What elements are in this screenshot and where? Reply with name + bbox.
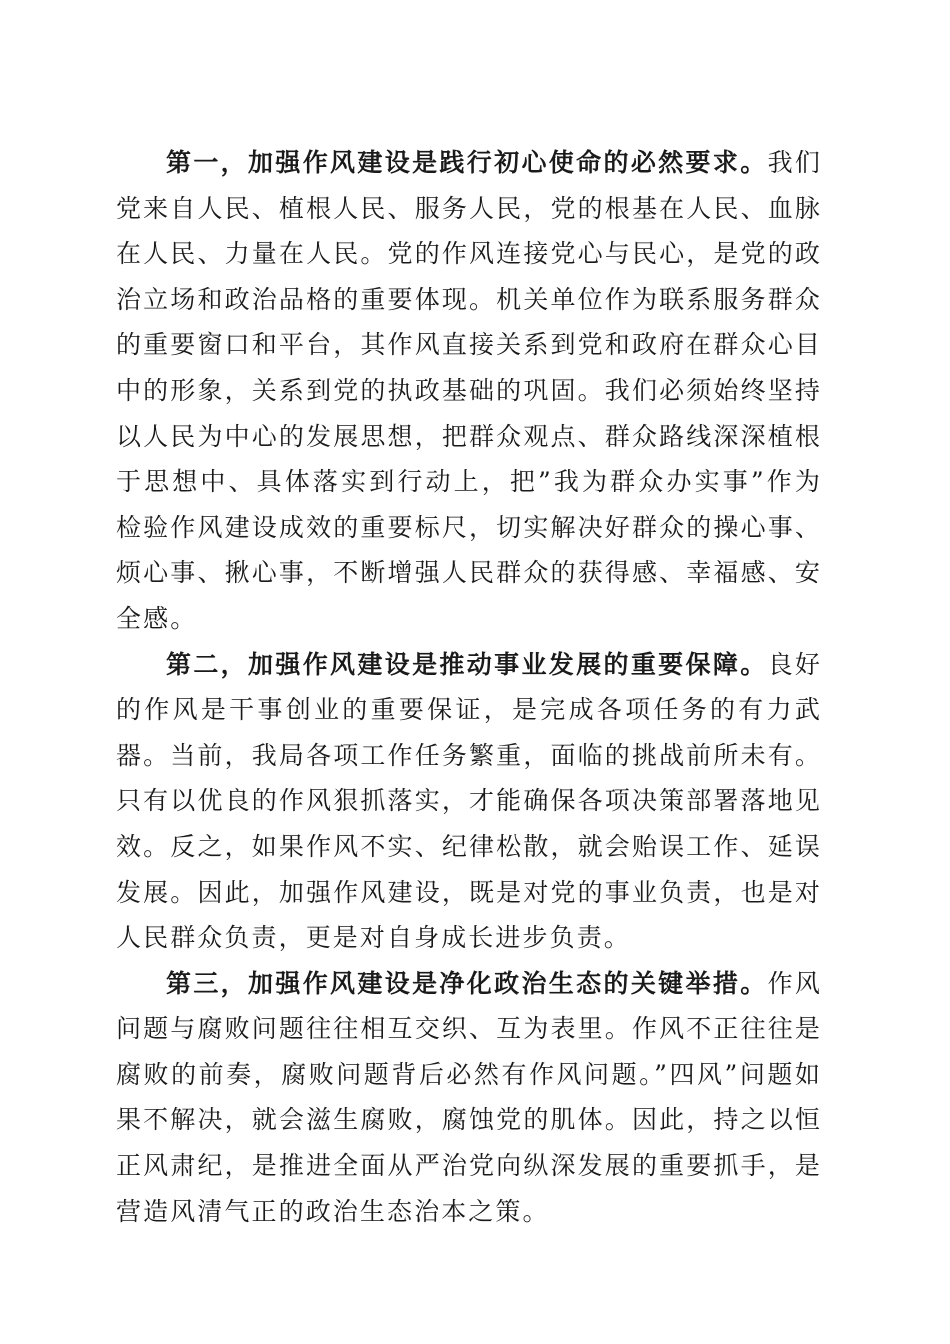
paragraph-3-heading: 第三，加强作风建设是净化政治生态的关键举措。: [166, 968, 768, 998]
paragraph-2-heading: 第二，加强作风建设是推动事业发展的重要保障。: [166, 649, 768, 679]
document-body: [116, 140, 822, 1234]
paragraph-2: [116, 642, 822, 961]
paragraph-3-text: 作风问题与腐败问题往往相互交织、互为表里。作风不正往往是腐败的前奏，腐败问题背后必然有作风问题。”四风”问题如果不解决，就会滋生腐败，腐蚀党的肌体。因此，持之以恒正风肃纪，是推进全面从严治党向纵深发展的重要抓手，是营造风清气正的政治生态治本之策。: [116, 968, 823, 1226]
paragraph-3: [116, 961, 822, 1235]
paragraph-1-text: 我们党来自人民、植根人民、服务人民，党的根基在人民、血脉在人民、力量在人民。党的作风连接党心与民心，是党的政治立场和政治品格的重要体现。机关单位作为联系服务群众的重要窗口和平台，其作风直接关系到党和政府在群众心目中的形象，关系到党的执政基础的巩固。我们必须始终坚持以人民为中心的发展思想，把群众观点、群众路线深深植根于思想中、具体落实到行动上，把”我为群众办实事”作为检验作风建设成效的重要标尺，切实解决好群众的操心事、烦心事、揪心事，不断增强人民群众的获得感、幸福感、安全感。: [116, 148, 823, 633]
paragraph-1-heading: 第一，加强作风建设是践行初心使命的必然要求。: [166, 148, 768, 177]
paragraph-1: [116, 140, 822, 642]
paragraph-2-text: 良好的作风是干事创业的重要保证，是完成各项任务的有力武器。当前，我局各项工作任务繁重，面临的挑战前所未有。只有以优良的作风狠抓落实，才能确保各项决策部署落地见效。反之，如果作风不实、纪律松散，就会贻误工作、延误发展。因此，加强作风建设，既是对党的事业负责，也是对人民群众负责，更是对自身成长进步负责。: [116, 649, 823, 953]
